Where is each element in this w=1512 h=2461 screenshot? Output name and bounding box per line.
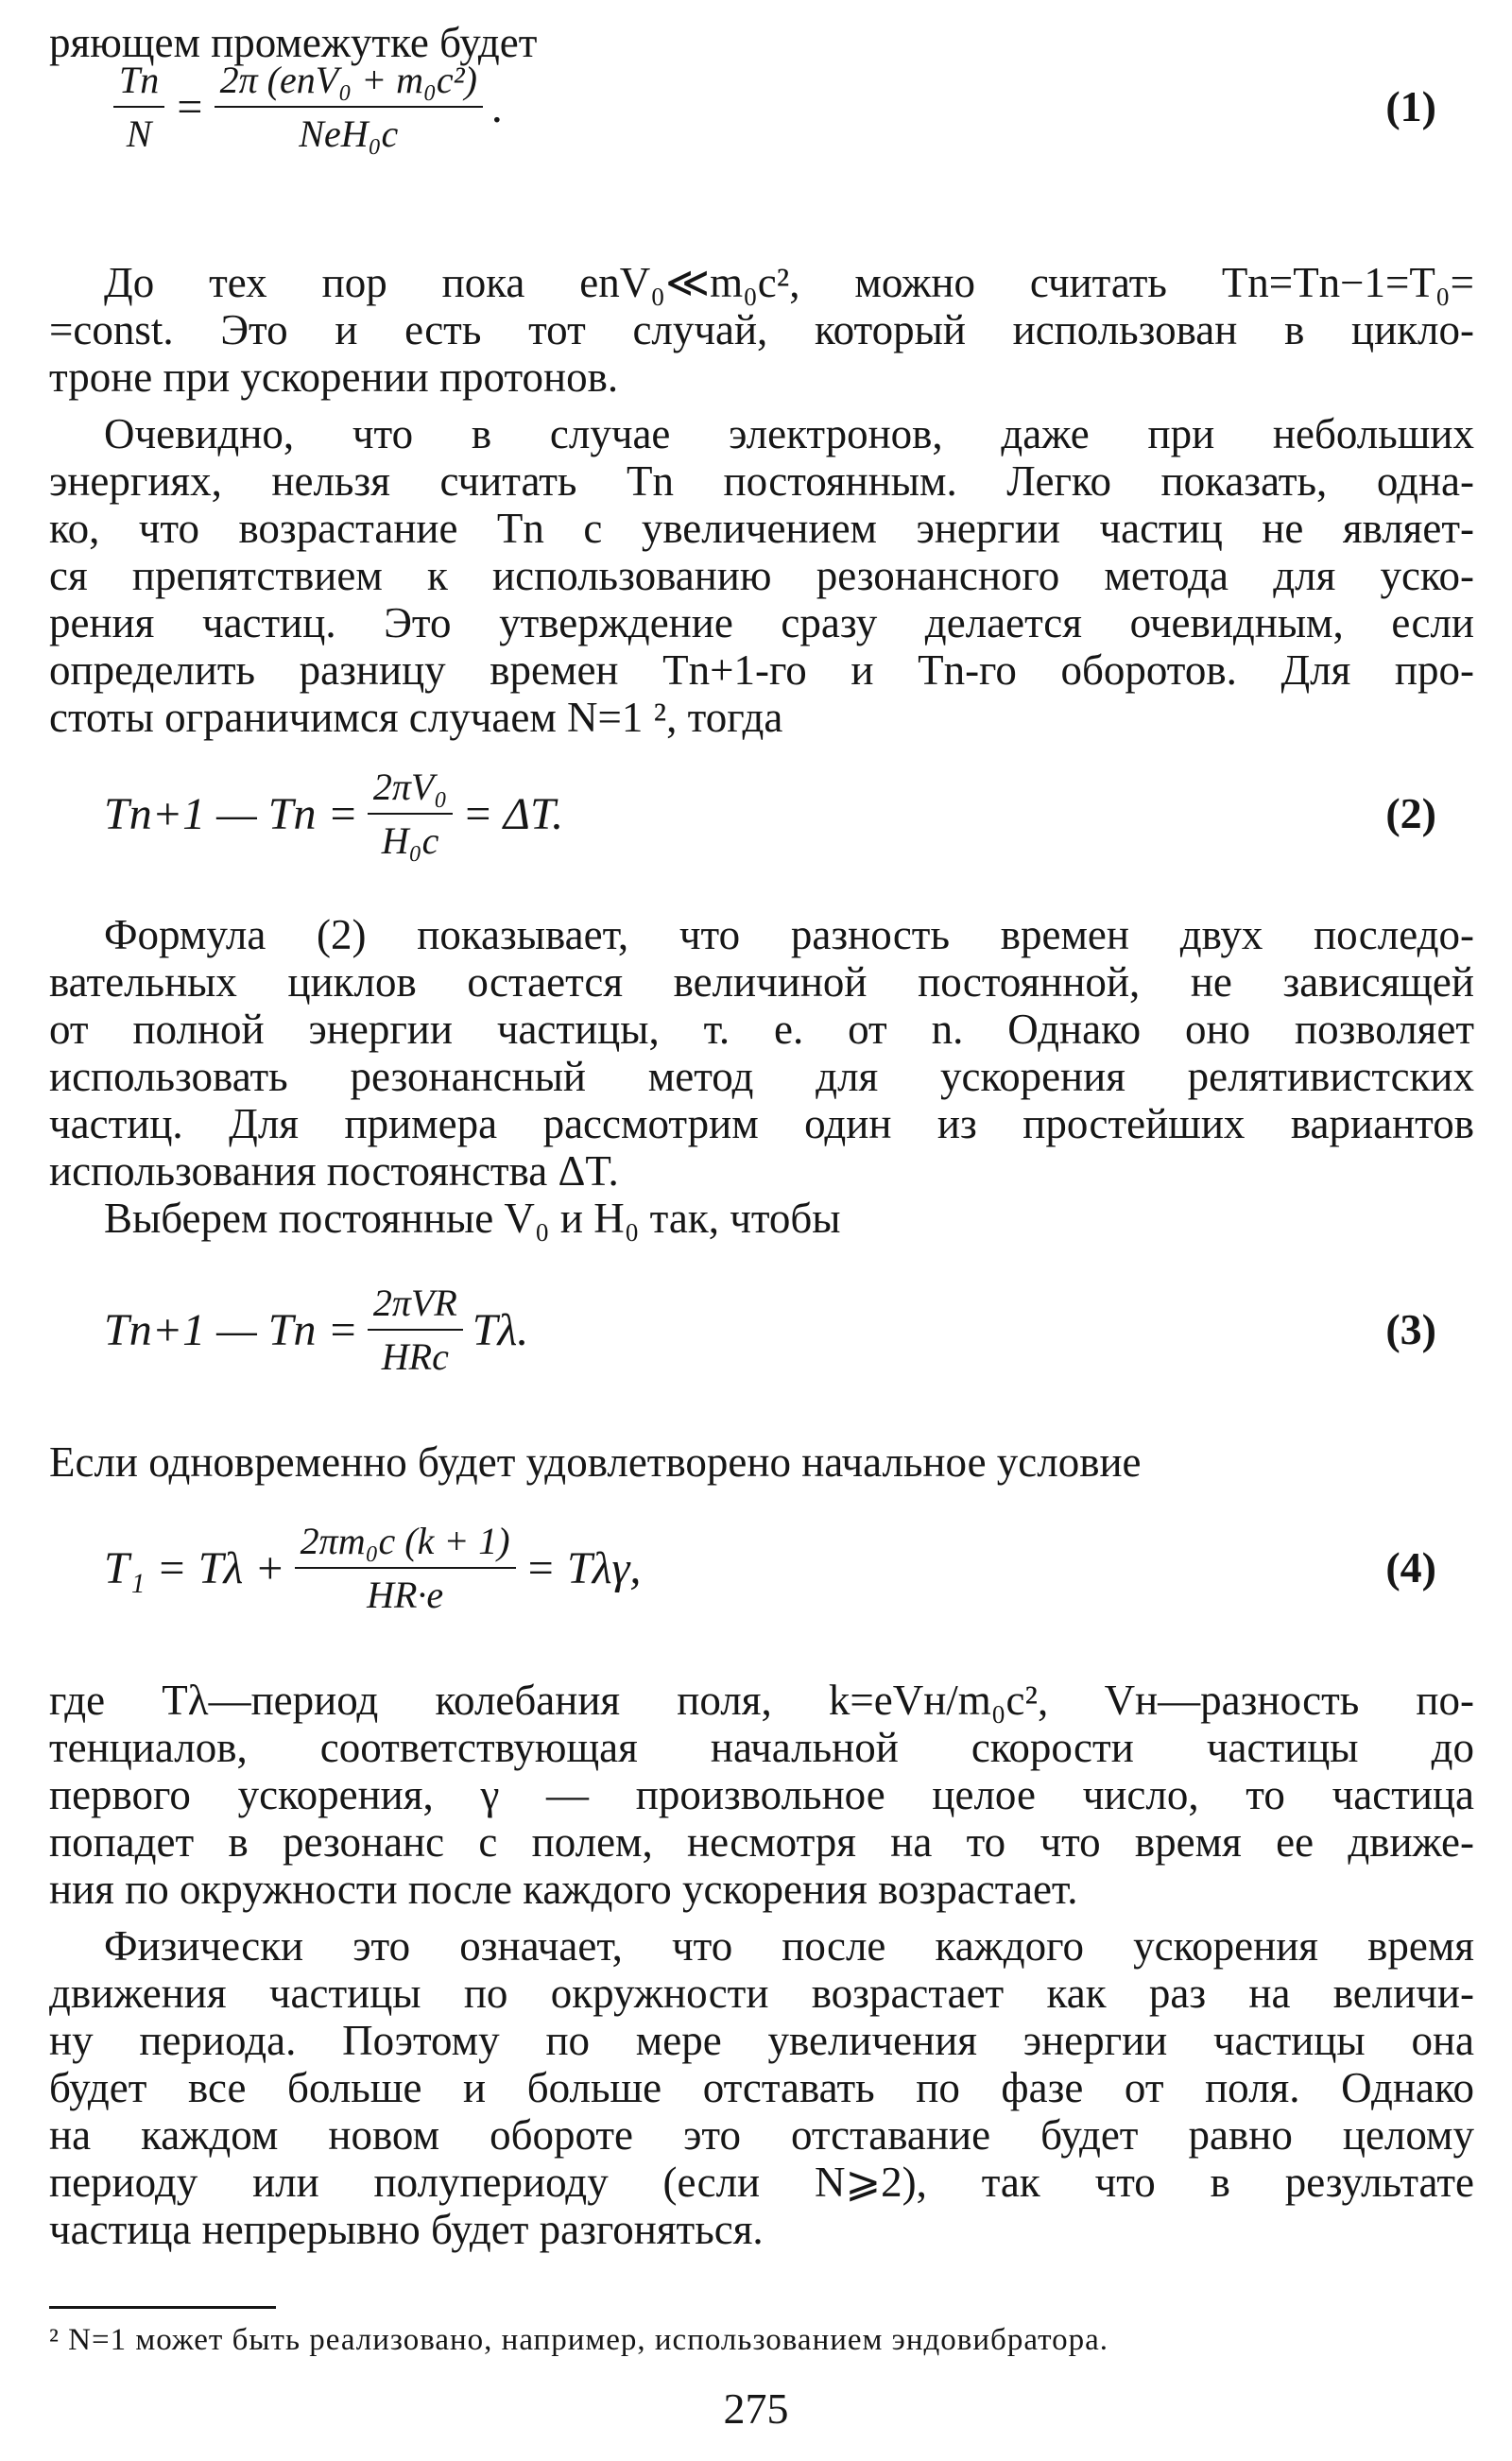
text-line: будет все больше и больше отставать по фазе от поля. Однако	[49, 2064, 1474, 2111]
text-line: ряющем промежутке будет	[49, 19, 538, 66]
text-line: вательных циклов остается величиной постоянной, не зависящей	[49, 958, 1474, 1006]
text-line: троне при ускорении протонов.	[49, 353, 619, 401]
lhs: Tn+1 — Tn =	[104, 1304, 358, 1355]
text-line: на каждом новом обороте это отставание будет равно целому	[49, 2111, 1474, 2159]
fraction	[368, 1281, 463, 1379]
equation-number: (1)	[1385, 82, 1436, 130]
page-number: 275	[723, 2384, 789, 2433]
text-line: До тех пор пока enV₀≪m₀c², можно считать Tn=Tn−1=T₀=	[104, 259, 1474, 306]
text-line: =const. Это и есть тот случай, который использован в цикло-	[49, 306, 1474, 353]
numerator: 2πV₀	[368, 765, 453, 815]
rhs: = Tλγ,	[524, 1542, 642, 1593]
text-line: попадет в резонанс с полем, несмотря на то что время ее движе-	[49, 1818, 1474, 1866]
text-line: использовать резонансный метод для ускорения релятивистских	[49, 1053, 1474, 1100]
denominator: N	[126, 112, 152, 155]
fraction	[295, 1519, 516, 1617]
equation-number: (2)	[1385, 789, 1436, 837]
rhs: = ΔT.	[462, 788, 564, 839]
numerator: Tn	[113, 58, 164, 108]
text-line: Если одновременно будет удовлетворено начальное условие	[49, 1438, 1142, 1486]
rhs: Tλ.	[472, 1304, 529, 1355]
text-line: определить разницу времен Tn+1-го и Tn-го оборотов. Для про-	[49, 646, 1474, 694]
text-line: Физически это означает, что после каждого ускорения время	[104, 1922, 1474, 1970]
fraction	[215, 58, 483, 156]
numerator: 2πVR	[368, 1281, 463, 1331]
equation-3	[104, 1278, 1474, 1382]
equation-number: (4)	[1385, 1543, 1436, 1592]
numerator: 2πm₀c (k + 1)	[295, 1519, 516, 1569]
equation-2	[104, 762, 1474, 866]
text-line: частица непрерывно будет разгоняться.	[49, 2206, 764, 2253]
text-line: периоду или полупериоду (если N⩾2), так что в результате	[49, 2159, 1474, 2206]
text-line: Формула (2) показывает, что разность времен двух последо-	[104, 911, 1474, 958]
equation-number: (3)	[1385, 1305, 1436, 1353]
text-line: ну периода. Поэтому по мере увеличения энергии частицы она	[49, 2017, 1474, 2064]
footnote: ² N=1 может быть реализовано, например, использованием эндовибратора.	[49, 2323, 1109, 2357]
denominator: H₀c	[381, 819, 439, 862]
footnote-divider	[49, 2306, 276, 2309]
denominator: HR·e	[367, 1574, 444, 1616]
text-line: частиц. Для примера рассмотрим один из простейших вариантов	[49, 1100, 1474, 1147]
text-line: движения частицы по окружности возрастает как раз на величи-	[49, 1970, 1474, 2017]
fraction	[113, 58, 164, 156]
lhs: T₁ = Tλ +	[104, 1542, 285, 1593]
numerator: 2π (enV₀ + m₀c²)	[215, 58, 483, 108]
equation-1	[104, 55, 1474, 159]
text-line: использования постоянства ΔT.	[49, 1147, 619, 1195]
text-line: ся препятствием к использованию резонансного метода для уско-	[49, 552, 1474, 599]
equals-sign: =	[174, 81, 205, 132]
text-line: от полной энергии частицы, т. е. от n. Однако оно позволяет	[49, 1006, 1474, 1053]
text-line: Выберем постоянные V₀ и H₀ так, чтобы	[104, 1195, 841, 1242]
period: .	[491, 81, 504, 132]
text-line: ния по окружности после каждого ускорения возрастает.	[49, 1866, 1078, 1913]
text-line: рения частиц. Это утверждение сразу делается очевидным, если	[49, 599, 1474, 646]
denominator: NeH₀c	[299, 112, 399, 155]
fraction	[368, 765, 453, 863]
lhs: Tn+1 — Tn =	[104, 788, 358, 839]
text-line: стоты ограничимся случаем N=1 ², тогда	[49, 694, 783, 741]
text-line: Очевидно, что в случае электронов, даже при небольших	[104, 410, 1474, 457]
text-line: ко, что возрастание Tn с увеличением энергии частиц не являет-	[49, 505, 1474, 552]
text-line: энергиях, нельзя считать Tn постоянным. Легко показать, одна-	[49, 457, 1474, 505]
text-line: тенциалов, соответствующая начальной скорости частицы до	[49, 1724, 1474, 1771]
equation-4	[104, 1516, 1474, 1620]
text-line: первого ускорения, γ — произвольное целое число, то частица	[49, 1771, 1474, 1818]
denominator: HRc	[381, 1335, 449, 1378]
text-line: где Tλ—период колебания поля, k=eVн/m₀c², Vн—разность по-	[49, 1677, 1474, 1724]
